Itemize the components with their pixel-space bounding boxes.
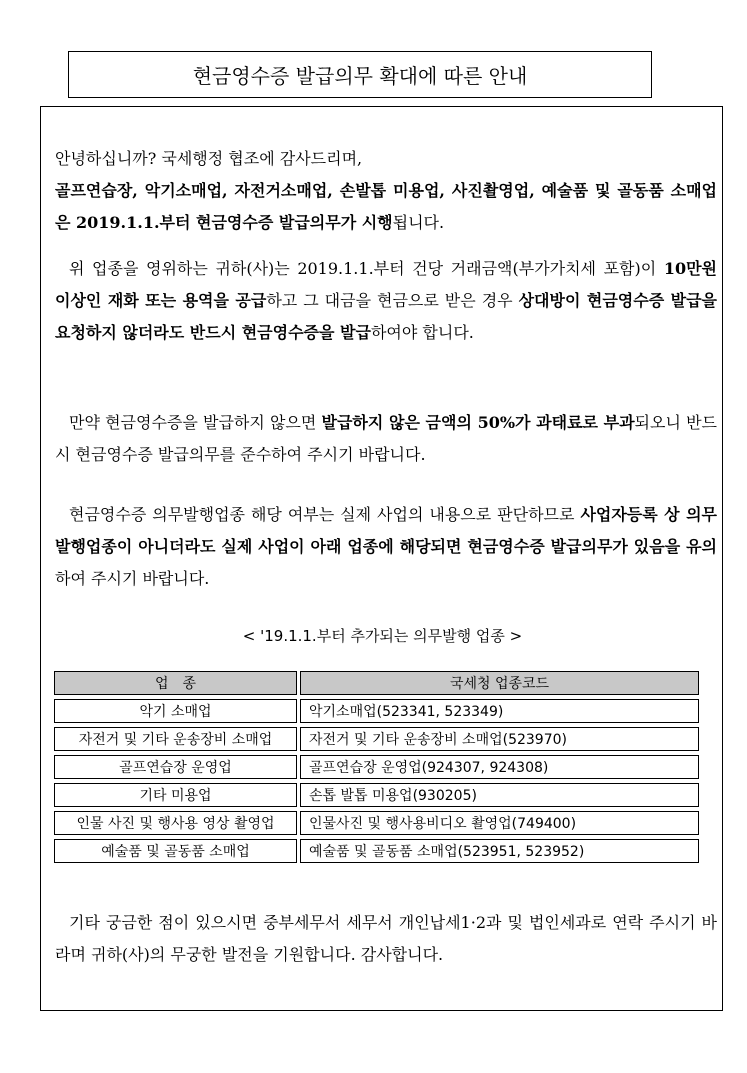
greeting-tail: 됩니다.	[392, 213, 445, 232]
header-industry: 업 종	[54, 671, 297, 695]
code-cell: 악기소매업(523341, 523349)	[300, 699, 699, 723]
code-cell: 예술품 및 골동품 소매업(523951, 523952)	[300, 839, 699, 863]
industry-cell: 예술품 및 골동품 소매업	[54, 839, 297, 863]
penalty-text-a: 만약 현금영수증을 발급하지 않으면	[69, 413, 322, 432]
paragraph-obligation	[55, 253, 717, 349]
code-cell: 인물사진 및 행사용비디오 촬영업(749400)	[300, 811, 699, 835]
table-row	[54, 839, 699, 863]
table-caption: < '19.1.1.부터 추가되는 의무발행 업종 >	[242, 627, 523, 645]
obligation-text-a: 위 업종을 영위하는 귀하(사)는 2019.1.1.부터 건당 거래금액(부가가치세 포함)이	[69, 259, 664, 278]
code-cell: 손톱 발톱 미용업(930205)	[300, 783, 699, 807]
industry-code-table	[51, 667, 702, 867]
title-box	[68, 51, 652, 98]
table-row	[54, 699, 699, 723]
paragraph-greeting	[55, 143, 717, 239]
paragraph-judgement	[55, 499, 717, 595]
judgement-bold-b: 사업자등록 상 의무발행업종이 아니더라도 실제 사업이 아래 업종에 해당되면 현금영수증 발급의무가 있음을 유의	[55, 505, 717, 556]
table-row	[54, 727, 699, 751]
greeting-line: 안녕하십니까? 국세행정 협조에 감사드리며,	[55, 149, 363, 168]
table-row	[54, 783, 699, 807]
industry-cell: 인물 사진 및 행사용 영상 촬영업	[54, 811, 297, 835]
content-box	[40, 106, 723, 1011]
header-code: 국세청 업종코드	[300, 671, 699, 695]
obligation-text-c: 하고 그 대금을 현금으로 받은 경우	[266, 291, 519, 310]
penalty-bold-b: 발급하지 않은 금액의 50%가 과태료로 부과	[321, 413, 635, 432]
paragraph-closing: 기타 궁금한 점이 있으시면 중부세무서 세무서 개인납세1·2과 및 법인세과로 연락 주시기 바라며 귀하(사)의 무궁한 발전을 기원합니다. 감사합니다.	[55, 913, 717, 964]
industry-cell: 자전거 및 기타 운송장비 소매업	[54, 727, 297, 751]
judgement-text-c: 하여 주시기 바랍니다.	[55, 569, 210, 588]
obligation-bold-d: 상대방이 현금영수증 발급을 요청하지 않더라도 반드시 현금영수증을 발급	[55, 291, 717, 342]
judgement-text-a: 현금영수증 의무발행업종 해당 여부는 실제 사업의 내용으로 판단하므로	[69, 505, 581, 524]
obligation-bold-b: 10만원 이상인 재화 또는 용역을 공급	[55, 259, 717, 310]
paragraph-penalty	[55, 407, 717, 471]
industry-cell: 기타 미용업	[54, 783, 297, 807]
greeting-bold: 골프연습장, 악기소매업, 자전거소매업, 손발톱 미용업, 사진촬영업, 예술품 및 골동품 소매업은 2019.1.1.부터 현금영수증 발급의무가 시행	[55, 181, 717, 232]
industry-cell: 악기 소매업	[54, 699, 297, 723]
code-cell: 골프연습장 운영업(924307, 924308)	[300, 755, 699, 779]
table-header-row	[54, 671, 699, 695]
table-row	[54, 811, 699, 835]
obligation-text-e: 하여야 합니다.	[370, 323, 474, 342]
table-row	[54, 755, 699, 779]
industry-cell: 골프연습장 운영업	[54, 755, 297, 779]
document-title: 현금영수증 발급의무 확대에 따른 안내	[192, 64, 528, 88]
penalty-text-c: 되오니 반드시 현금영수증 발급의무를 준수하여 주시기 바랍니다.	[55, 413, 717, 464]
code-cell: 자전거 및 기타 운송장비 소매업(523970)	[300, 727, 699, 751]
